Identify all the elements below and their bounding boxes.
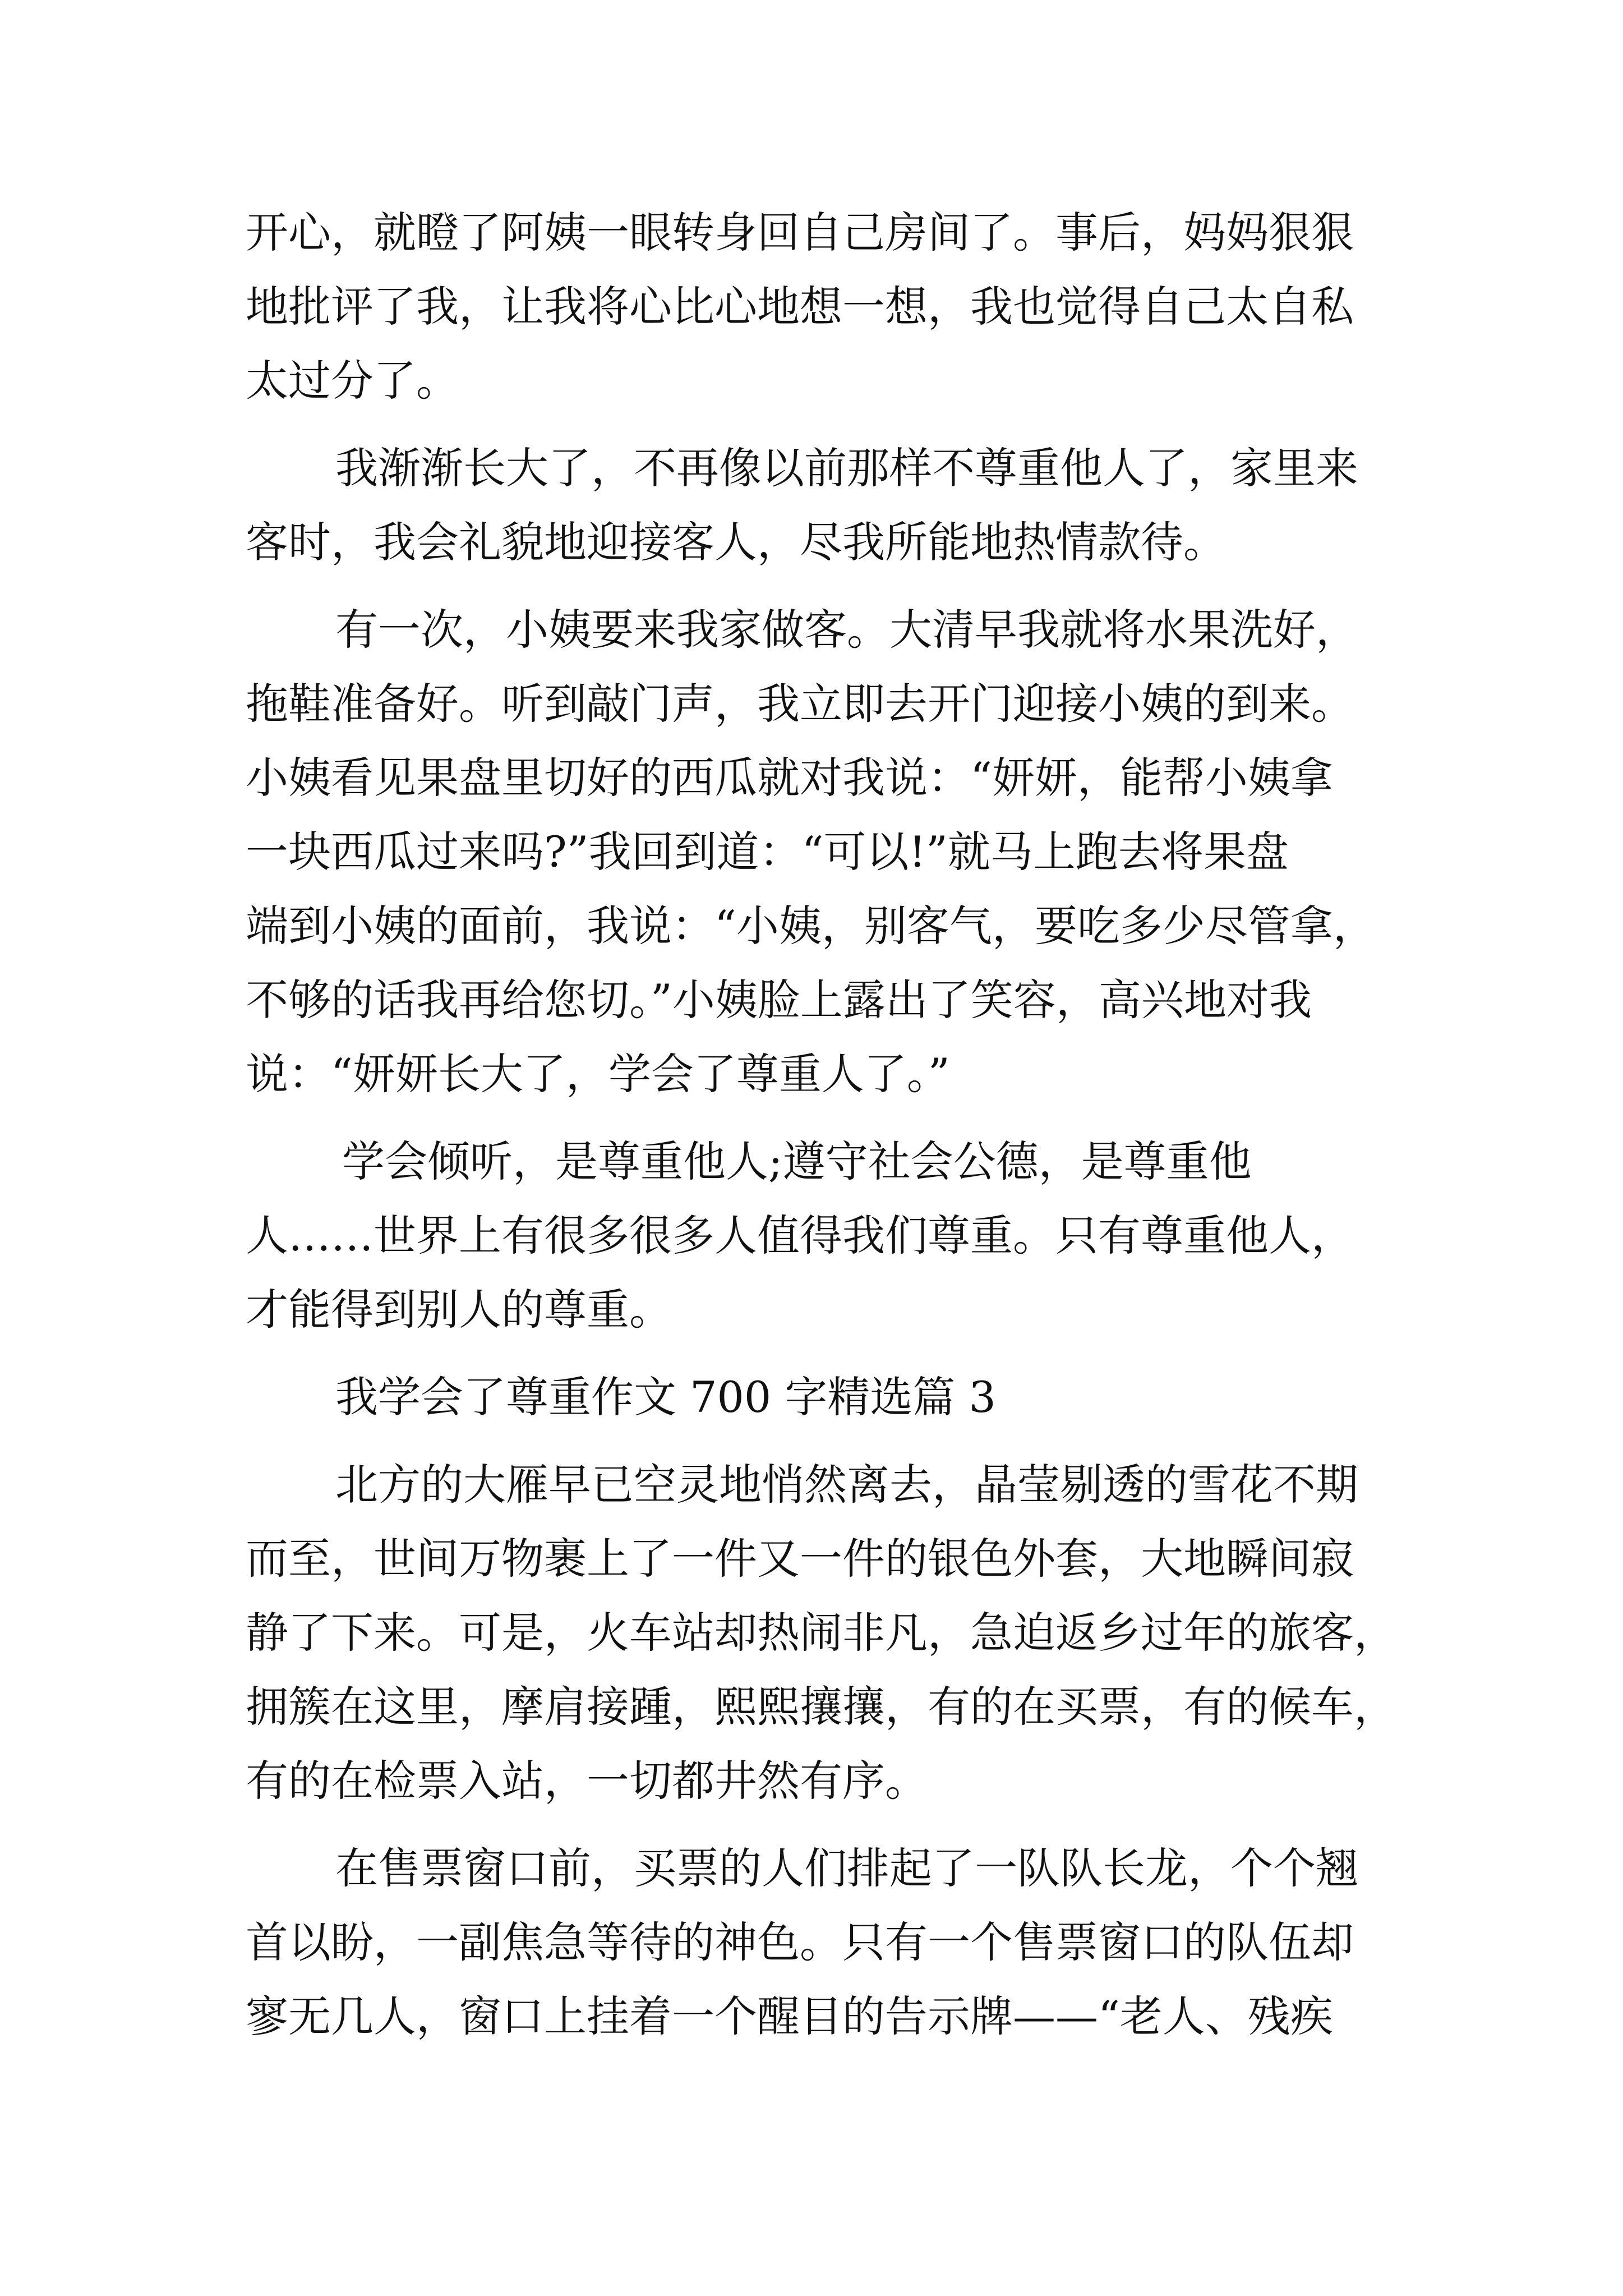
text-line: 客时，我会礼貌地迎接客人，尽我所能地热情款待。 (246, 517, 1226, 567)
text-line: 端到小姨的面前，我说：“小姨，别客气，要吃多少尽管拿， (246, 901, 1376, 951)
text-line: 而至，世间万物裹上了一件又一件的银色外套，大地瞬间寂 (246, 1534, 1354, 1584)
text-line: 首以盼，一副焦急等待的神色。只有一个售票窗口的队伍却 (246, 1917, 1354, 1967)
text-line: 开心，就瞪了阿姨一眼转身回自己房间了。事后，妈妈狠狠 (246, 208, 1354, 257)
paragraph-start-line: 有一次，小姨要来我家做客。大清早我就将水果洗好， (335, 605, 1358, 655)
text-line: 静了下来。可是，火车站却热闹非凡，急迫返乡过年的旅客， (246, 1608, 1396, 1658)
text-line: 不够的话我再给您切。”小姨脸上露出了笑容，高兴地对我 (246, 975, 1312, 1025)
text-line: 拖鞋准备好。听到敲门声，我立即去开门迎接小姨的到来。 (246, 679, 1354, 729)
text-line: 说：“妍妍长大了，学会了尊重人了。” (246, 1049, 950, 1099)
text-line: 寥无几人，窗口上挂着一个醒目的告示牌——“老人、残疾 (246, 1991, 1333, 2041)
text-line: 小姨看见果盘里切好的西瓜就对我说：“妍妍，能帮小姨拿 (246, 753, 1333, 803)
text-line: 拥簇在这里，摩肩接踵，熙熙攘攘，有的在买票，有的候车， (246, 1682, 1396, 1732)
text-line: 一块西瓜过来吗?”我回到道：“可以!”就马上跑去将果盘 (246, 827, 1289, 877)
text-line: 太过分了。 (246, 356, 459, 406)
text-line: 人……世界上有很多很多人值得我们尊重。只有尊重他人， (246, 1211, 1354, 1260)
paragraph-start-line: 北方的大雁早已空灵地悄然离去，晶莹剔透的雪花不期 (335, 1460, 1358, 1510)
paragraph-start-line: 在售票窗口前，买票的人们排起了一队队长龙，个个翘 (335, 1843, 1358, 1893)
paragraph-start-line: 我渐渐长大了，不再像以前那样不尊重他人了，家里来 (335, 443, 1358, 493)
text-line: 有的在检票入站，一切都井然有序。 (246, 1756, 928, 1806)
paragraph-start-line: 学会倾听，是尊重他人;遵守社会公德，是尊重他 (342, 1137, 1252, 1186)
text-line: 才能得到别人的尊重。 (246, 1285, 672, 1335)
section-heading: 我学会了尊重作文 700 字精选篇 3 (335, 1372, 996, 1422)
text-line: 地批评了我，让我将心比心地想一想，我也觉得自己太自私 (246, 282, 1354, 332)
